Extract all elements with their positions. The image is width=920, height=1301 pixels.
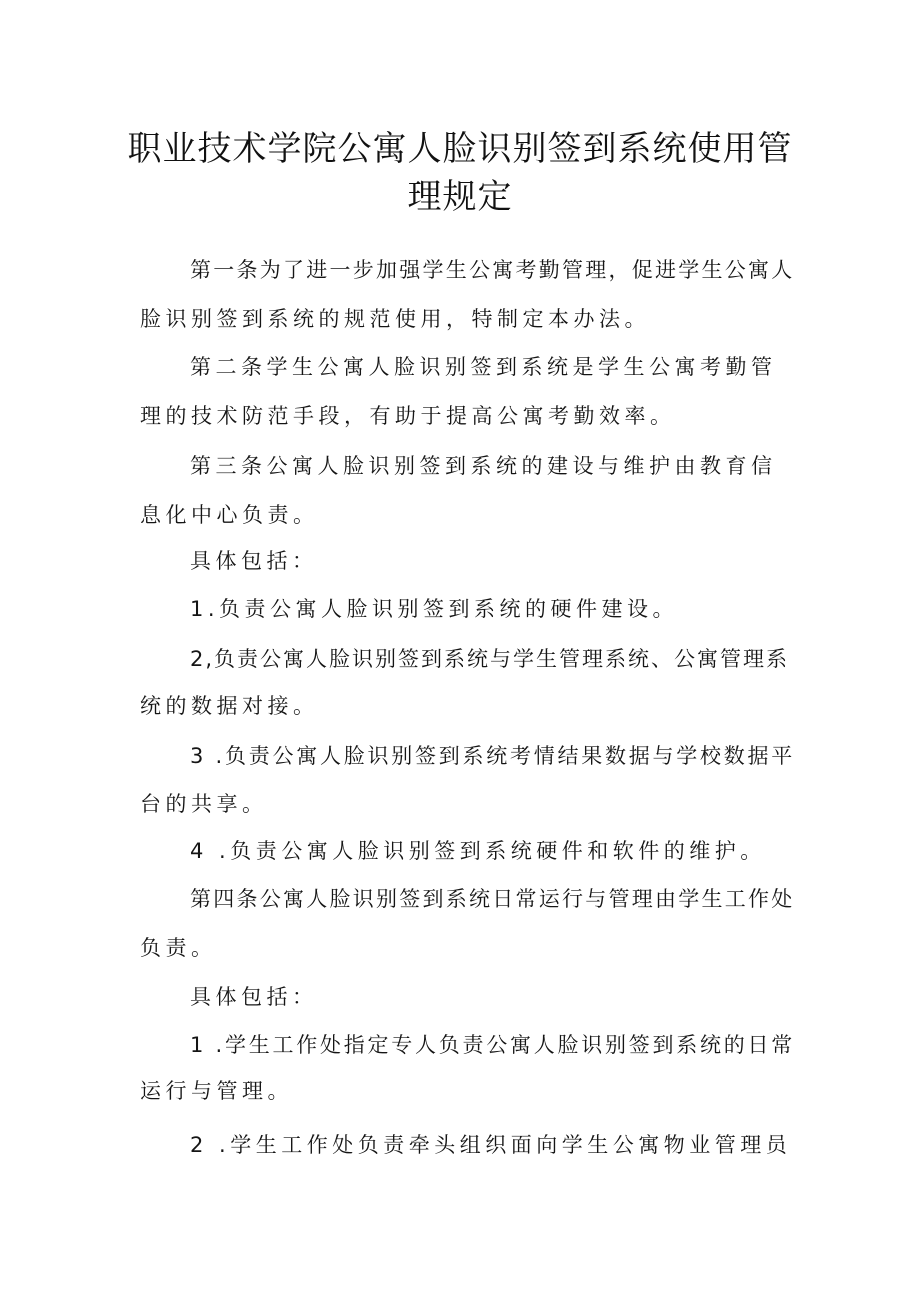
specifics-heading-2: 具体包括：: [190, 985, 318, 1009]
list-item-2-line-2: 统的数据对接。: [140, 694, 319, 718]
article-2-line-1: 第二条学生公寓人脸识别签到系统是学生公寓考勤管: [190, 355, 777, 379]
article-4-line-2: 负责。: [140, 936, 217, 960]
article-4-line-1: 第四条公寓人脸识别签到系统日常运行与管理由学生工作处: [190, 887, 795, 911]
list-b-item-2-line-1: 2 .学生工作处负责牵头组织面向学生公寓物业管理员: [190, 1133, 792, 1157]
list-item-1: 1.负责公寓人脸识别签到系统的硬件建设。: [190, 597, 679, 621]
article-3-line-1: 第三条公寓人脸识别签到系统的建设与维护由教育信: [190, 454, 777, 478]
list-item-3-line-2: 台的共享。: [140, 792, 268, 816]
article-2-line-2: 理的技术防范手段，有助于提高公寓考勤效率。: [140, 404, 676, 428]
document-title-line-2: 理规定: [407, 177, 513, 217]
article-1-line-2: 脸识别签到系统的规范使用，特制定本办法。: [140, 307, 650, 331]
specifics-heading: 具体包括：: [190, 549, 318, 573]
article-1-line-1: 第一条为了进一步加强学生公寓考勤管理，促进学生公寓人: [190, 258, 795, 282]
list-item-3-line-1: 3 .负责公寓人脸识别签到系统考情结果数据与学校数据平: [190, 744, 795, 768]
list-b-item-1-line-1: 1 .学生工作处指定专人负责公寓人脸识别签到系统的日常: [190, 1033, 795, 1057]
document-title-line-1: 职业技术学院公寓人脸识别签到系统使用管: [127, 129, 793, 169]
list-item-2-line-1: 2,负责公寓人脸识别签到系统与学生管理系统、公寓管理系: [190, 647, 790, 671]
list-item-4: 4 .负责公寓人脸识别签到系统硬件和软件的维护。: [190, 839, 766, 863]
list-b-item-1-line-2: 运行与管理。: [140, 1079, 293, 1103]
article-3-line-2: 息化中心负责。: [140, 503, 319, 527]
